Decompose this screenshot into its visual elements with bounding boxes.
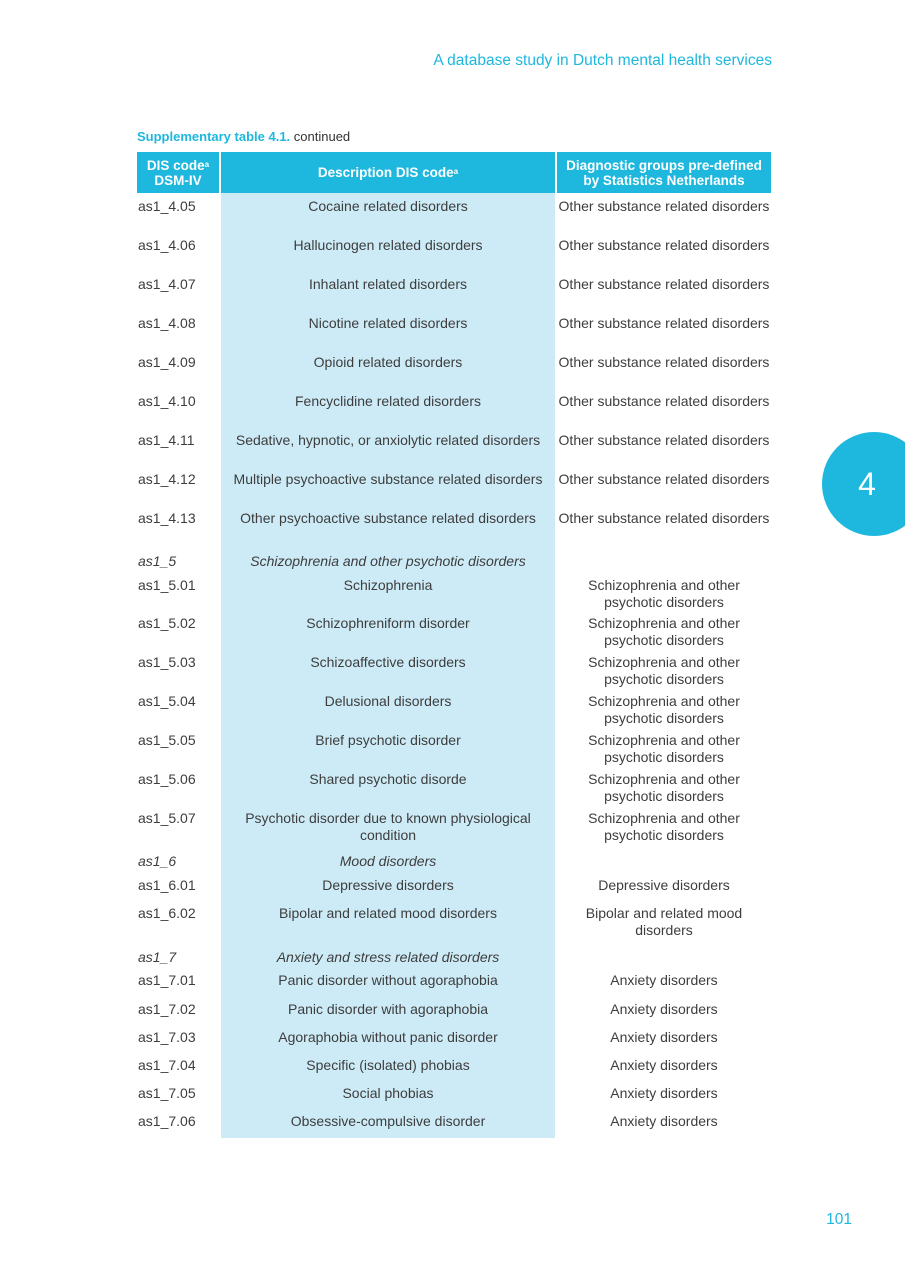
diagnostic-group-cell: Bipolar and related mood disorders [585,905,743,938]
diagnostic-group-cell: Anxiety disorders [610,1029,718,1045]
description-cell: Other psychoactive substance related disorders [240,510,536,526]
description-cell: Fencyclidine related disorders [295,393,481,409]
diagnostic-group-cell: Schizophrenia and other psychotic disorders [588,810,740,843]
diagnostic-group-cell: Other substance related disorders [558,276,770,292]
description-cell: Opioid related disorders [313,354,463,370]
diagnostic-group-cell: Anxiety disorders [610,972,718,988]
description-cell: Depressive disorders [322,877,454,893]
dis-code-cell: as1_6.02 [138,905,196,921]
description-cell: Anxiety and stress related disorders [276,949,500,965]
header-description: Description DIS code$^a$ [221,152,555,193]
diagnostic-group-cell: Other substance related disorders [558,315,770,331]
description-cell: Panic disorder without agoraphobia [278,972,498,988]
dis-code-cell: as1_7.05 [138,1085,196,1101]
caption-label: Supplementary table 4.1. [137,129,291,144]
dis-code-cell: as1_5.04 [138,693,196,709]
description-cell: Delusional disorders [324,693,452,709]
description-cell: Sedative, hypnotic, or anxiolytic related disorders [235,432,541,448]
dis-code-cell: as1_4.05 [138,198,196,214]
dis-code-cell: as1_4.08 [138,315,196,331]
diagnostic-group-cell: Schizophrenia and other psychotic disorders [588,732,740,765]
dis-code-cell: as1_4.13 [138,510,196,526]
diagnostic-group-cell: Anxiety disorders [610,1085,718,1101]
description-cell: Nicotine related disorders [308,315,468,331]
dis-code-cell: as1_5.06 [138,771,196,787]
diagnostic-group-cell: Other substance related disorders [558,237,770,253]
diagnostic-group-cell: Other substance related disorders [558,510,770,526]
description-cell: Cocaine related disorders [308,198,468,214]
diagnostic-group-cell: Schizophrenia and other psychotic disorders [588,615,740,648]
diagnostic-group-cell: Anxiety disorders [610,1057,718,1073]
dis-code-cell: as1_7.01 [138,972,196,988]
running-header: A database study in Dutch mental health services [433,52,772,69]
dis-code-cell: as1_4.12 [138,471,196,487]
diagnostic-group-cell: Depressive disorders [598,877,730,893]
dis-code-cell: as1_5.07 [138,810,196,826]
dis-code-cell: as1_4.09 [138,354,196,370]
caption-suffix: continued [290,129,351,144]
dis-code-cell: as1_5.03 [138,654,196,670]
description-cell: Shared psychotic disorde [309,771,467,787]
description-cell: Brief psychotic disorder [315,732,461,748]
description-cell: Psychotic disorder due to known physiological condition [245,810,531,843]
dis-code-cell: as1_7.06 [138,1113,196,1129]
dis-code-cell: as1_5 [138,553,177,569]
dis-code-cell: as1_7.02 [138,1001,196,1017]
diagnostic-group-cell: Anxiety disorders [610,1001,718,1017]
description-cell: Inhalant related disorders [309,276,467,292]
dis-code-cell: as1_5.05 [138,732,196,748]
diagnostic-group-cell: Other substance related disorders [558,354,770,370]
description-cell: Mood disorders [339,853,437,869]
diagnostic-group-cell: Anxiety disorders [610,1113,718,1129]
header-diagnostic-groups: Diagnostic groups pre-defined by Statistics Netherlands [557,152,771,193]
description-cell: Multiple psychoactive substance related disorders [233,471,543,487]
dis-code-cell: as1_4.07 [138,276,196,292]
description-cell: Bipolar and related mood disorders [279,905,497,921]
dis-code-cell: as1_7.04 [138,1057,196,1073]
diagnostic-group-cell: Schizophrenia and other psychotic disorders [588,654,740,687]
description-cell: Schizophrenia and other psychotic disorders [250,553,526,569]
chapter-tab: 4 [822,432,905,536]
diagnostic-group-cell: Other substance related disorders [558,198,770,214]
dis-code-cell: as1_6 [138,853,177,869]
dis-code-cell: as1_6.01 [138,877,196,893]
dis-code-cell: as1_7.03 [138,1029,196,1045]
description-cell: Hallucinogen related disorders [293,237,483,253]
description-cell: Social phobias [342,1085,434,1101]
diagnostic-group-cell: Schizophrenia and other psychotic disorders [588,771,740,804]
page-number: 101 [826,1211,852,1228]
dis-code-cell: as1_4.06 [138,237,196,253]
header-dis-code: DIS code$^a$ DSM-IV [137,152,219,193]
description-cell: Schizophreniform disorder [306,615,470,631]
dis-code-cell: as1_4.10 [138,393,196,409]
dis-code-cell: as1_5.02 [138,615,196,631]
description-cell: Agoraphobia without panic disorder [278,1029,498,1045]
description-cell: Panic disorder with agoraphobia [287,1001,488,1017]
description-cell: Schizophrenia [343,577,433,593]
dis-code-cell: as1_4.11 [138,432,195,448]
dis-code-cell: as1_7 [138,949,177,965]
description-cell: Obsessive-compulsive disorder [290,1113,486,1129]
diagnostic-group-cell: Other substance related disorders [558,393,770,409]
description-cell: Specific (isolated) phobias [306,1057,470,1073]
description-cell: Schizoaffective disorders [310,654,466,670]
diagnostic-group-cell: Other substance related disorders [558,432,770,448]
dis-code-cell: as1_5.01 [138,577,196,593]
diagnostic-group-cell: Other substance related disorders [558,471,770,487]
diagnostic-group-cell: Schizophrenia and other psychotic disorders [588,693,740,726]
diagnostic-group-cell: Schizophrenia and other psychotic disorders [588,577,740,610]
